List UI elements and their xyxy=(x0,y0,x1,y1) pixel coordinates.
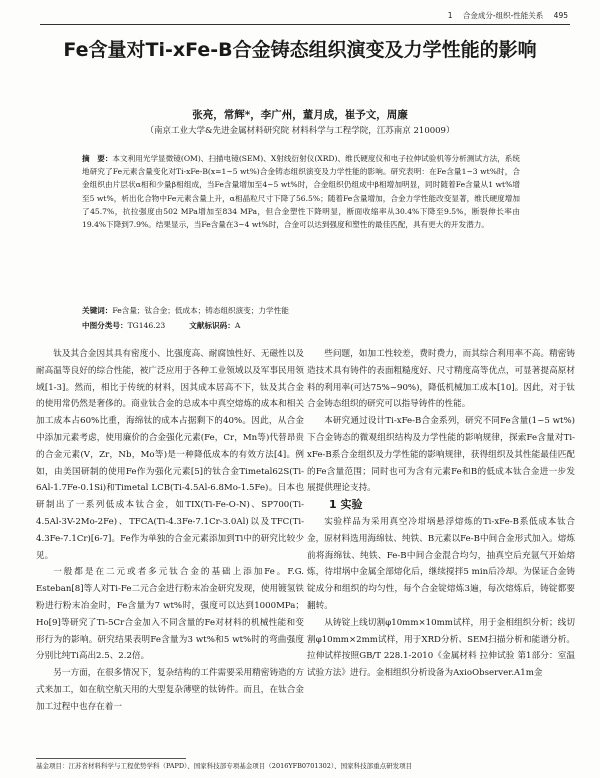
keywords xyxy=(82,305,520,316)
abstract-label: 摘 要： xyxy=(82,154,113,163)
author-list: 张亮，常辉*，李广州，董月成，崔予文，周廉 xyxy=(192,109,408,121)
doc-code-label: 文献标识码： xyxy=(189,321,235,330)
body-column-right xyxy=(307,346,575,682)
running-header xyxy=(0,10,568,24)
body-column-left xyxy=(36,346,304,716)
paper-title: Fe含量对Ti-xFe-B合金铸态组织演变及力学性能的影响 xyxy=(63,39,537,61)
clc-code: TG146.23 xyxy=(127,321,166,330)
section-name: 合金成分-组织-性能关系 xyxy=(462,11,544,20)
abstract xyxy=(82,152,520,231)
body-paragraph: 一般都是在二元或者多元钛合金的基础上添加Fe。F.G. Esteban[8]等人对Ti-Fe二元合金进行粉末冶金研究发现，使用镀氢铁粉进行粉末冶金时，Fe含量为7 wt%时，强度可以达到1000MPa；Ho[9]等研究了Ti-5Cr合金加入不同含量的Fe对材料的机械性能和变形行为的影响。研究结果表明Fe含量为3 wt%和5 wt%时的弯曲强度分别比纯Ti高出2.5、2.2倍。 xyxy=(36,567,304,662)
classification-line xyxy=(82,320,520,331)
funding-footnote: 基金项目：江苏省材料科学与工程优势学科（PAPD）、国家科技部专项基金项目（2016YFB0701302）、国家科技部重点研发项目 xyxy=(36,762,413,770)
body-paragraph: 钛及其合金因其具有密度小、比强度高、耐腐蚀性好、无磁性以及耐高温等良好的综合性能，被广泛应用于各种工业领域以及军事民用领域[1-3]。然而，相比于传统的材料，因其成本居高不下，钛及其合金的使用常仍然是奢侈的。商业钛合金的总成本中真空熔炼的成本和相关加工成本占60%比重，海绵钛的成本占据剩下的40%。因此，从合金中添加元素考虑，使用廉价的合金强化元素(Fe，Cr，Mn等)代替昂贵的合金元素(V，Zr，Nb，Mo等)是一种降低成本的有效方法[4]。例如，由美国研制的使用Fe作为强化元素[5]的钛合金Timetal62S(Ti-6Al-1.7Fe-0.1Si)和Timetal LCB(Ti-4.5Al-6.8Mo-1.5Fe)。日本也研制出了一系列低成本钛合金，如TIX(Ti-Fe-O-N)、SP700(Ti-4.5Al-3V-2Mo-2Fe)、TFCA(Ti-4.3Fe-7.1Cr-3.0Al)以及TFC(Ti-4.3Fe-7.1Cr)[6-7]。Fe作为单独的合金元素添加到Ti中的研究比较少见。 xyxy=(36,349,304,561)
affiliation: （南京工业大学&先进金属材料研究院 材料科学与工程学院，江苏南京 210009） xyxy=(145,126,455,136)
keywords-label: 关键词： xyxy=(82,306,113,315)
section-heading: 1 实验 xyxy=(329,498,363,512)
doc-code: A xyxy=(234,321,241,330)
clc-label: 中图分类号： xyxy=(82,321,128,330)
body-paragraph: 本研究通过设计Ti-xFe-B合金系列，研究不同Fe含量(1~5 wt%)下合金铸态的微观组织结构及力学性能的影响规律，探索Fe含量对Ti-xFe-B系合金组织及力学性能的影响规律，获得组织及其性能最佳匹配的Fe含量范围；同时也可为含有元素Fe和B的低成本钛合金进一步发展提供理论支持。 xyxy=(307,416,575,494)
page-number: 495 xyxy=(553,11,568,20)
body-paragraph: 从铸锭上线切割φ10mm×10mm试样，用于金相组织分析；线切割φ10mm×2mm试样，用于XRD分析、SEM扫描分析和能谱分析。拉伸试样按照GB/T 228.1-2010《金属材料 拉伸试验 第1部分：室温试验方法》进行。金相组织分析设备为AxioObserver.A1m金 xyxy=(307,617,575,679)
body-paragraph: 另一方面，在很多情况下，复杂结构的工件需要采用精密铸造的方式来加工，如在航空航天用的大型复杂薄壁的钛铸件。而且，在钛合金加工过程中也存在着一 xyxy=(36,668,304,712)
header-rule xyxy=(40,24,570,25)
body-paragraph: 实验样品为采用真空冷坩埚悬浮熔炼的Ti-xFe-B系低成本钛合金，原材料选用海绵钛、纯铁、B元素以Fe-B中间合金形式加入。熔炼前将海绵钛、纯铁、Fe-B中间合金混合均匀，抽真空后充氩气开始熔炼，待坩埚中金属全部熔化后，继续搅拌5 min后冷却。为保证合金铸锭成分和组织的均匀性，每个合金锭熔炼3遍，每次熔炼后，铸锭都要翻转。 xyxy=(307,516,575,611)
footnote-rule xyxy=(36,758,186,759)
keywords-text: Fe含量；钛合金；低成本；铸态组织演变；力学性能 xyxy=(112,306,289,315)
body-paragraph: 些问题，如加工性较差，费时费力，而其综合利用率不高。精密铸造技术具有铸件的表面粗糙度好、尺寸精度高等优点，可显著提高原材料的利用率(可达75%~90%)，降低机械加工成本[10]。因此，对于钛合金铸态组织的研究可以指导铸件的性能。 xyxy=(307,349,575,410)
abstract-text: 本文利用光学显微镜(OM)、扫描电镜(SEM)、X射线衍射仪(XRD)、维氏硬度仪和电子拉伸试验机等分析测试方法，系统地研究了Fe元素含量变化对Ti-xFe-B(x=1~5 wt%)合金铸态组织演变及力学性能的影响。研究表明：在Fe含量1~3 wt%时，合金组织由片层状α相和少量β相组成，当Fe含量增加至4~5 wt%时，合金组织仍组成中β相增加明显，同时随着Fe含量从1 wt%增至5 wt%，析出化合物中Fe元素含量上升，α相晶粒尺寸下降了56.5%；随着Fe含量增加，合金力学性能改变显著，维氏硬度增加了45.7%，抗拉强度由502 MPa增加至834 MPa，但合金塑性下降明显，断面收缩率从30.4%下降至9.5%，断裂伸长率由19.4%下降到7.9%。结果显示，当Fe含量在3~4 wt%时，合金可以达到强度和塑性的最佳匹配，具有更大的开发潜力。 xyxy=(82,154,520,230)
issue-number: 1 xyxy=(447,11,453,20)
